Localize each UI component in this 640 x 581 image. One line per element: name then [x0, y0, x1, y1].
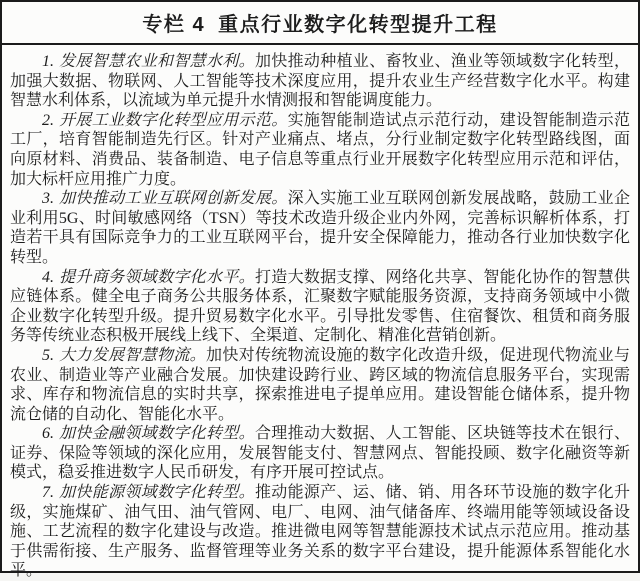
- paragraph-text: 深入实施工业互联网创新发展战略，鼓励工业企业利用5G、时间敏感网络（TSN）等技术改造升级企业内外网，完善标识解析体系，打造若干具有国际竞争力的工业互联网平台，提升安全保障能力，推动各行业加快数字化转型。: [10, 190, 630, 266]
- paragraph-number: 5.: [42, 346, 54, 364]
- paragraph-1: [10, 52, 630, 111]
- paragraph-text: 打造大数据支撑、网络化共享、智能化协作的智慧供应链体系。健全电子商务公共服务体系，汇聚数字赋能服务资源，支持商务领域中小微企业数字化转型升级。提升贸易数字化水平。引导批发零售、住宿餐饮、租赁和商务服务等传统业态积极开展线上线下、全渠道、定制化、精准化营销创新。: [10, 268, 630, 345]
- paragraph-number: 4.: [42, 268, 54, 286]
- paragraph-number: 7.: [42, 484, 54, 502]
- paragraph-number: 3.: [42, 190, 54, 208]
- paragraph-number: 6.: [42, 425, 54, 443]
- paragraph-text: 合理推动大数据、人工智能、区块链等技术在银行、证券、保险等领域的深化应用，发展智能支付、智慧网点、智能投顾、数字化融资等新模式，稳妥推进数字人民币研发，有序开展可控试点。: [10, 425, 630, 482]
- column-body: [2, 45, 638, 581]
- paragraph-lead: 加快推动工业互联网创新发展。: [58, 190, 288, 208]
- paragraph-text: 推动能源产、运、储、销、用各环节设施的数字化升级，实施煤矿、油气田、油气管网、电厂、电网、油气储备库、终端用能等领域设备设施、工艺流程的数字化建设与改造。推进微电网等智慧能源技术试点示范应用。推动基于供需衔接、生产服务、监督管理等业务关系的数字平台建设，提升能源体系智能化水平。: [10, 484, 630, 580]
- column-title-bar: [2, 2, 638, 45]
- paragraph-lead: 大力发展智慧物流。: [58, 346, 206, 364]
- paragraph-3: [10, 189, 630, 267]
- paragraph-6: [10, 424, 630, 483]
- paragraph-5: [10, 346, 630, 424]
- paragraph-text: 实施智能制造试点示范行动，建设智能制造示范工厂，培育智能制造先行区。针对产业痛点、堵点，分行业制定数字化转型路线图，面向原材料、消费品、装备制造、电子信息等重点行业开展数字化转型应用示范和评估，加大标杆应用推广力度。: [10, 111, 630, 188]
- paragraph-lead: 提升商务领域数字化水平。: [58, 268, 255, 286]
- paragraph-7: [10, 483, 630, 581]
- column-number: 专栏 4: [142, 14, 206, 36]
- paragraph-lead: 加快能源领域数字化转型。: [58, 484, 255, 502]
- paragraph-4: [10, 268, 630, 346]
- paragraph-number: 1.: [42, 53, 54, 70]
- paragraph-text: 加快对传统物流设施的数字化改造升级，促进现代物流业与农业、制造业等产业融合发展。加快建设跨行业、跨区域的物流信息服务平台，实现需求、库存和物流信息的实时共享，探索推进电子提单应用。建设智能仓储体系，提升物流仓储的自动化、智能化水平。: [10, 346, 630, 423]
- paragraph-lead: 开展工业数字化转型应用示范。: [58, 111, 288, 129]
- paragraph-2: [10, 111, 630, 189]
- paragraph-text: 加快推动种植业、畜牧业、渔业等领域数字化转型，加强大数据、物联网、人工智能等技术深度应用，提升农业生产经营数字化水平。构建智慧水利体系，以流域为单元提升水情测报和智能调度能力。: [10, 53, 630, 110]
- paragraph-lead: 发展智慧农业和智慧水利。: [58, 53, 255, 70]
- paragraph-number: 2.: [42, 111, 54, 129]
- column-title: 重点行业数字化转型提升工程: [218, 14, 498, 36]
- paragraph-lead: 加快金融领域数字化转型。: [58, 425, 255, 443]
